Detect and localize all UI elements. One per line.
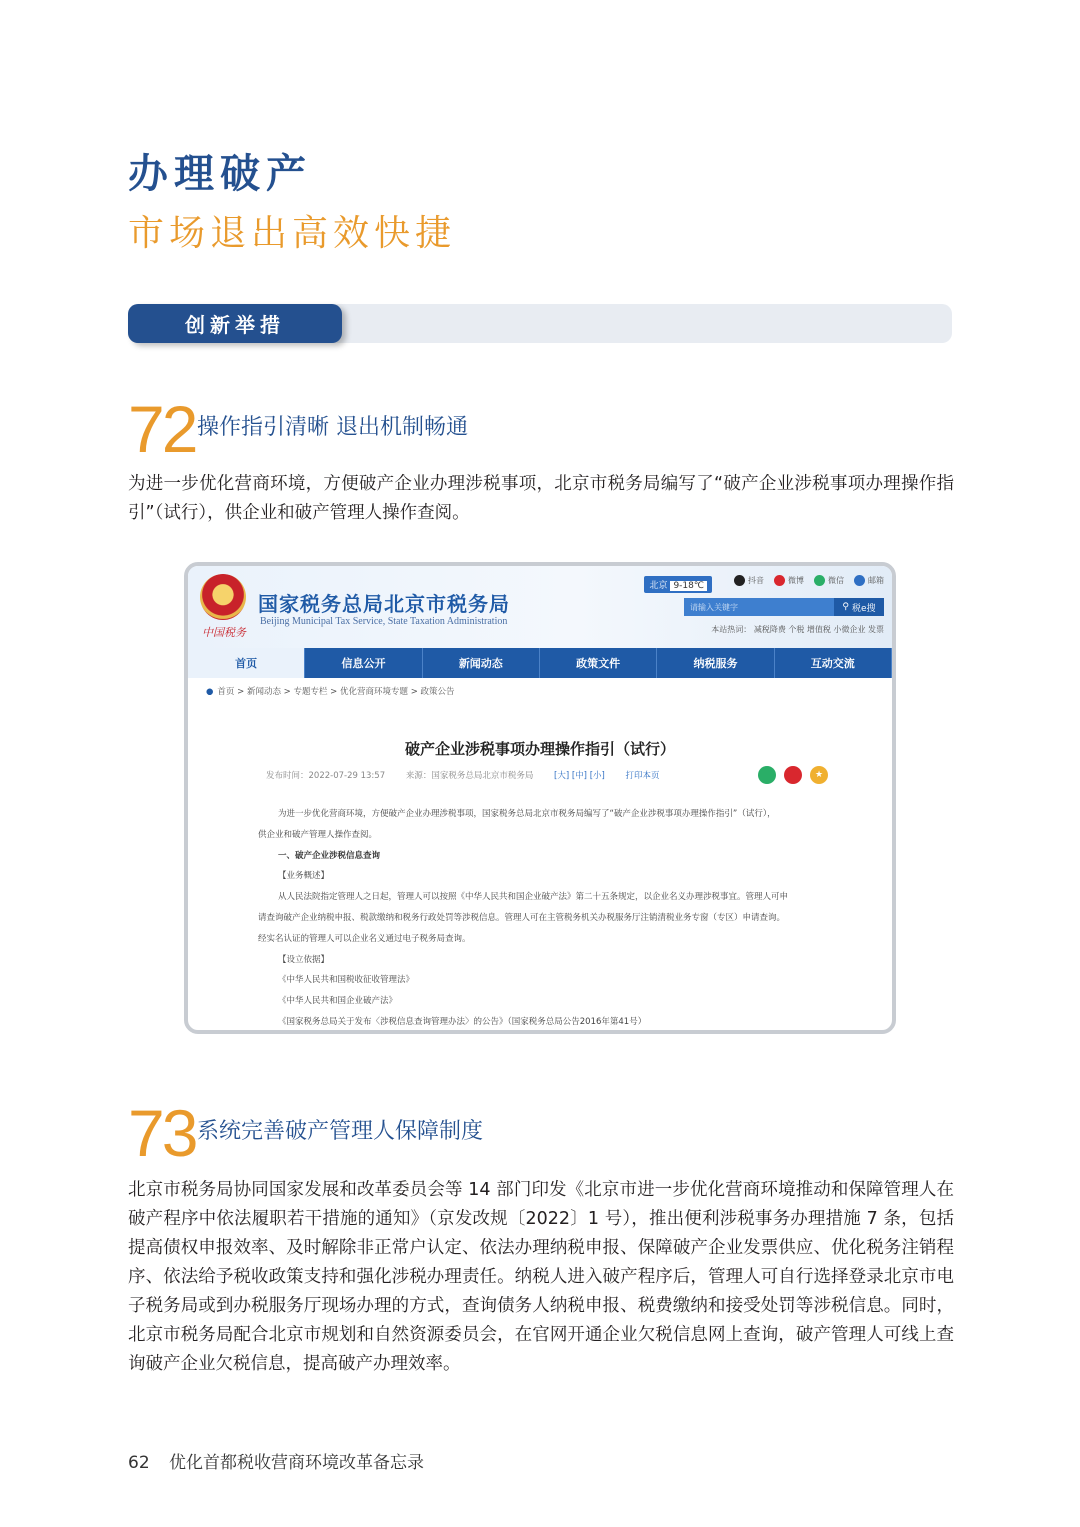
article-line: 【设立依据】 [278, 954, 330, 965]
article-line: 从人民法院指定管理人之日起，管理人可以按照《中华人民共和国企业破产法》第二十五条规定，以企业名义办理涉税事宜。管理人可申 [278, 892, 789, 903]
article-line: 《国家税务总局关于发布〈涉税信息查询管理办法〉的公告》（国家税务总局公告2016年第41号） [278, 1016, 647, 1027]
mail-icon [854, 575, 865, 586]
weibo-icon [774, 575, 785, 586]
page-footer [128, 1448, 424, 1473]
weather-temp: 9-18℃ [670, 581, 707, 591]
print-link[interactable]: 打印本页 [625, 771, 660, 781]
item-paragraph: 为进一步优化营商环境，方便破产企业办理涉税事项，北京市税务局编写了“破产企业涉税事项办理操作指引”（试行），供企业和破产管理人操作查阅。 [128, 474, 954, 523]
section-label: 创新举措 [128, 304, 342, 343]
article-body [258, 804, 838, 1033]
search-icon: ⚲ [842, 602, 850, 612]
favorite-icon[interactable]: ★ [810, 766, 828, 784]
website-screenshot [184, 562, 896, 1034]
search-input[interactable]: 请输入关键字 [684, 598, 834, 616]
article-line: 《中华人民共和国税收征收管理法》 [278, 975, 415, 986]
site-nav [188, 648, 892, 678]
mail-link[interactable]: 邮箱 [854, 575, 884, 586]
douyin-link[interactable]: 抖音 [734, 575, 764, 586]
nav-tax-service[interactable]: 纳税服务 [657, 648, 774, 678]
article-source: 来源：国家税务总局北京市税务局 [405, 771, 534, 781]
article-title: 破产企业涉税事项办理操作指引（试行） [404, 740, 675, 758]
hot-words: 本站热词： 减税降费 个税 增值税 小微企业 发票 [711, 625, 884, 634]
article-line: 经实名认证的管理人可以企业名义通过电子税务局查询。 [258, 933, 471, 944]
item-title: 系统完善破产管理人保障制度 [197, 1119, 484, 1144]
emblem-text: 中国税务 [202, 626, 246, 639]
item-title: 操作指引清晰 退出机制畅通 [197, 415, 468, 440]
nav-interaction[interactable]: 互动交流 [775, 648, 892, 678]
emblem-icon [200, 574, 246, 620]
article-line: 《中华人民共和国企业破产法》 [278, 996, 398, 1007]
wechat-icon [814, 575, 825, 586]
location-pin-icon: ● [206, 687, 214, 697]
page-subtitle: 市场退出高效快捷 [128, 213, 457, 254]
weather-city: 北京 [649, 581, 668, 591]
social-links [734, 575, 884, 586]
article-meta [266, 769, 678, 781]
publish-date: 发布时间：2022-07-29 13:57 [266, 771, 386, 781]
nav-news[interactable]: 新闻动态 [423, 648, 540, 678]
site-header [188, 566, 892, 648]
font-size-switch[interactable]: [大] [中] [小] [554, 771, 605, 781]
search-button[interactable]: ⚲ 税e搜 [834, 598, 884, 616]
article-line: 一、破产企业涉税信息查询 [278, 850, 381, 861]
article-line: 请查询破产企业纳税申报、税款缴纳和税务行政处罚等涉税信息。管理人可在主管税务机关办税服务厅注销清税业务专窗（专区）申请查询。 [258, 912, 786, 923]
nav-home[interactable]: 首页 [188, 648, 305, 678]
item-paragraph: 北京市税务局协同国家发展和改革委员会等 14 部门印发《北京市进一步优化营商环境推动和保障管理人在破产程序中依法履职若干措施的通知》（京发改规〔2022〕1 号），推出便利涉税事务办理措施 7 条，包括提高债权申报效率、及时解除非正常户认定、依法办理纳税申报、保障破产企业发票供应、优化税务注销程序、依法给予税收政策支持和强化涉税办理责任。纳税人进入破产程序后，管理人可自行选择登录北京市电子税务局或到办税服务厅现场办理的方式，查询债务人纳税申报、税费缴纳和接受处罚等涉税信息。同时，北京市税务局配合北京市规划和自然资源委员会，在官网开通企业欠税信息网上查询，破产管理人可线上查询破产企业欠税信息，提高破产办理效率。 [128, 1180, 954, 1374]
weibo-link[interactable]: 微博 [774, 575, 804, 586]
page-title: 办理破产 [128, 151, 312, 197]
article-line: 为进一步优化营商环境，方便破产企业办理涉税事项，国家税务总局北京市税务局编写了“破产企业涉税事项办理操作指引”（试行）， [278, 809, 776, 819]
douyin-icon [734, 575, 745, 586]
wechat-share-icon[interactable] [758, 766, 776, 784]
item-number: 72 [128, 392, 196, 466]
page-number: 62 [128, 1453, 150, 1473]
site-name-en: Beijing Municipal Tax Service, State Taxation Administration [260, 616, 508, 627]
item-number: 73 [128, 1096, 196, 1170]
nav-info-disclosure[interactable]: 信息公开 [305, 648, 422, 678]
weibo-share-icon[interactable] [784, 766, 802, 784]
section-bar [128, 304, 952, 343]
nav-policy[interactable]: 政策文件 [540, 648, 657, 678]
wechat-link[interactable]: 微信 [814, 575, 844, 586]
article-line: 【业务概述】 [278, 871, 330, 882]
publication-title: 优化首都税收营商环境改革备忘录 [169, 1453, 425, 1473]
breadcrumb: ● 首页 > 新闻动态 > 专题专栏 > 优化营商环境专题 > 政策公告 [206, 687, 455, 697]
share-buttons [758, 766, 828, 784]
weather-widget [644, 576, 712, 593]
article-line: 供企业和破产管理人操作查阅。 [258, 829, 378, 840]
site-name: 国家税务总局北京市税务局 [258, 592, 510, 616]
